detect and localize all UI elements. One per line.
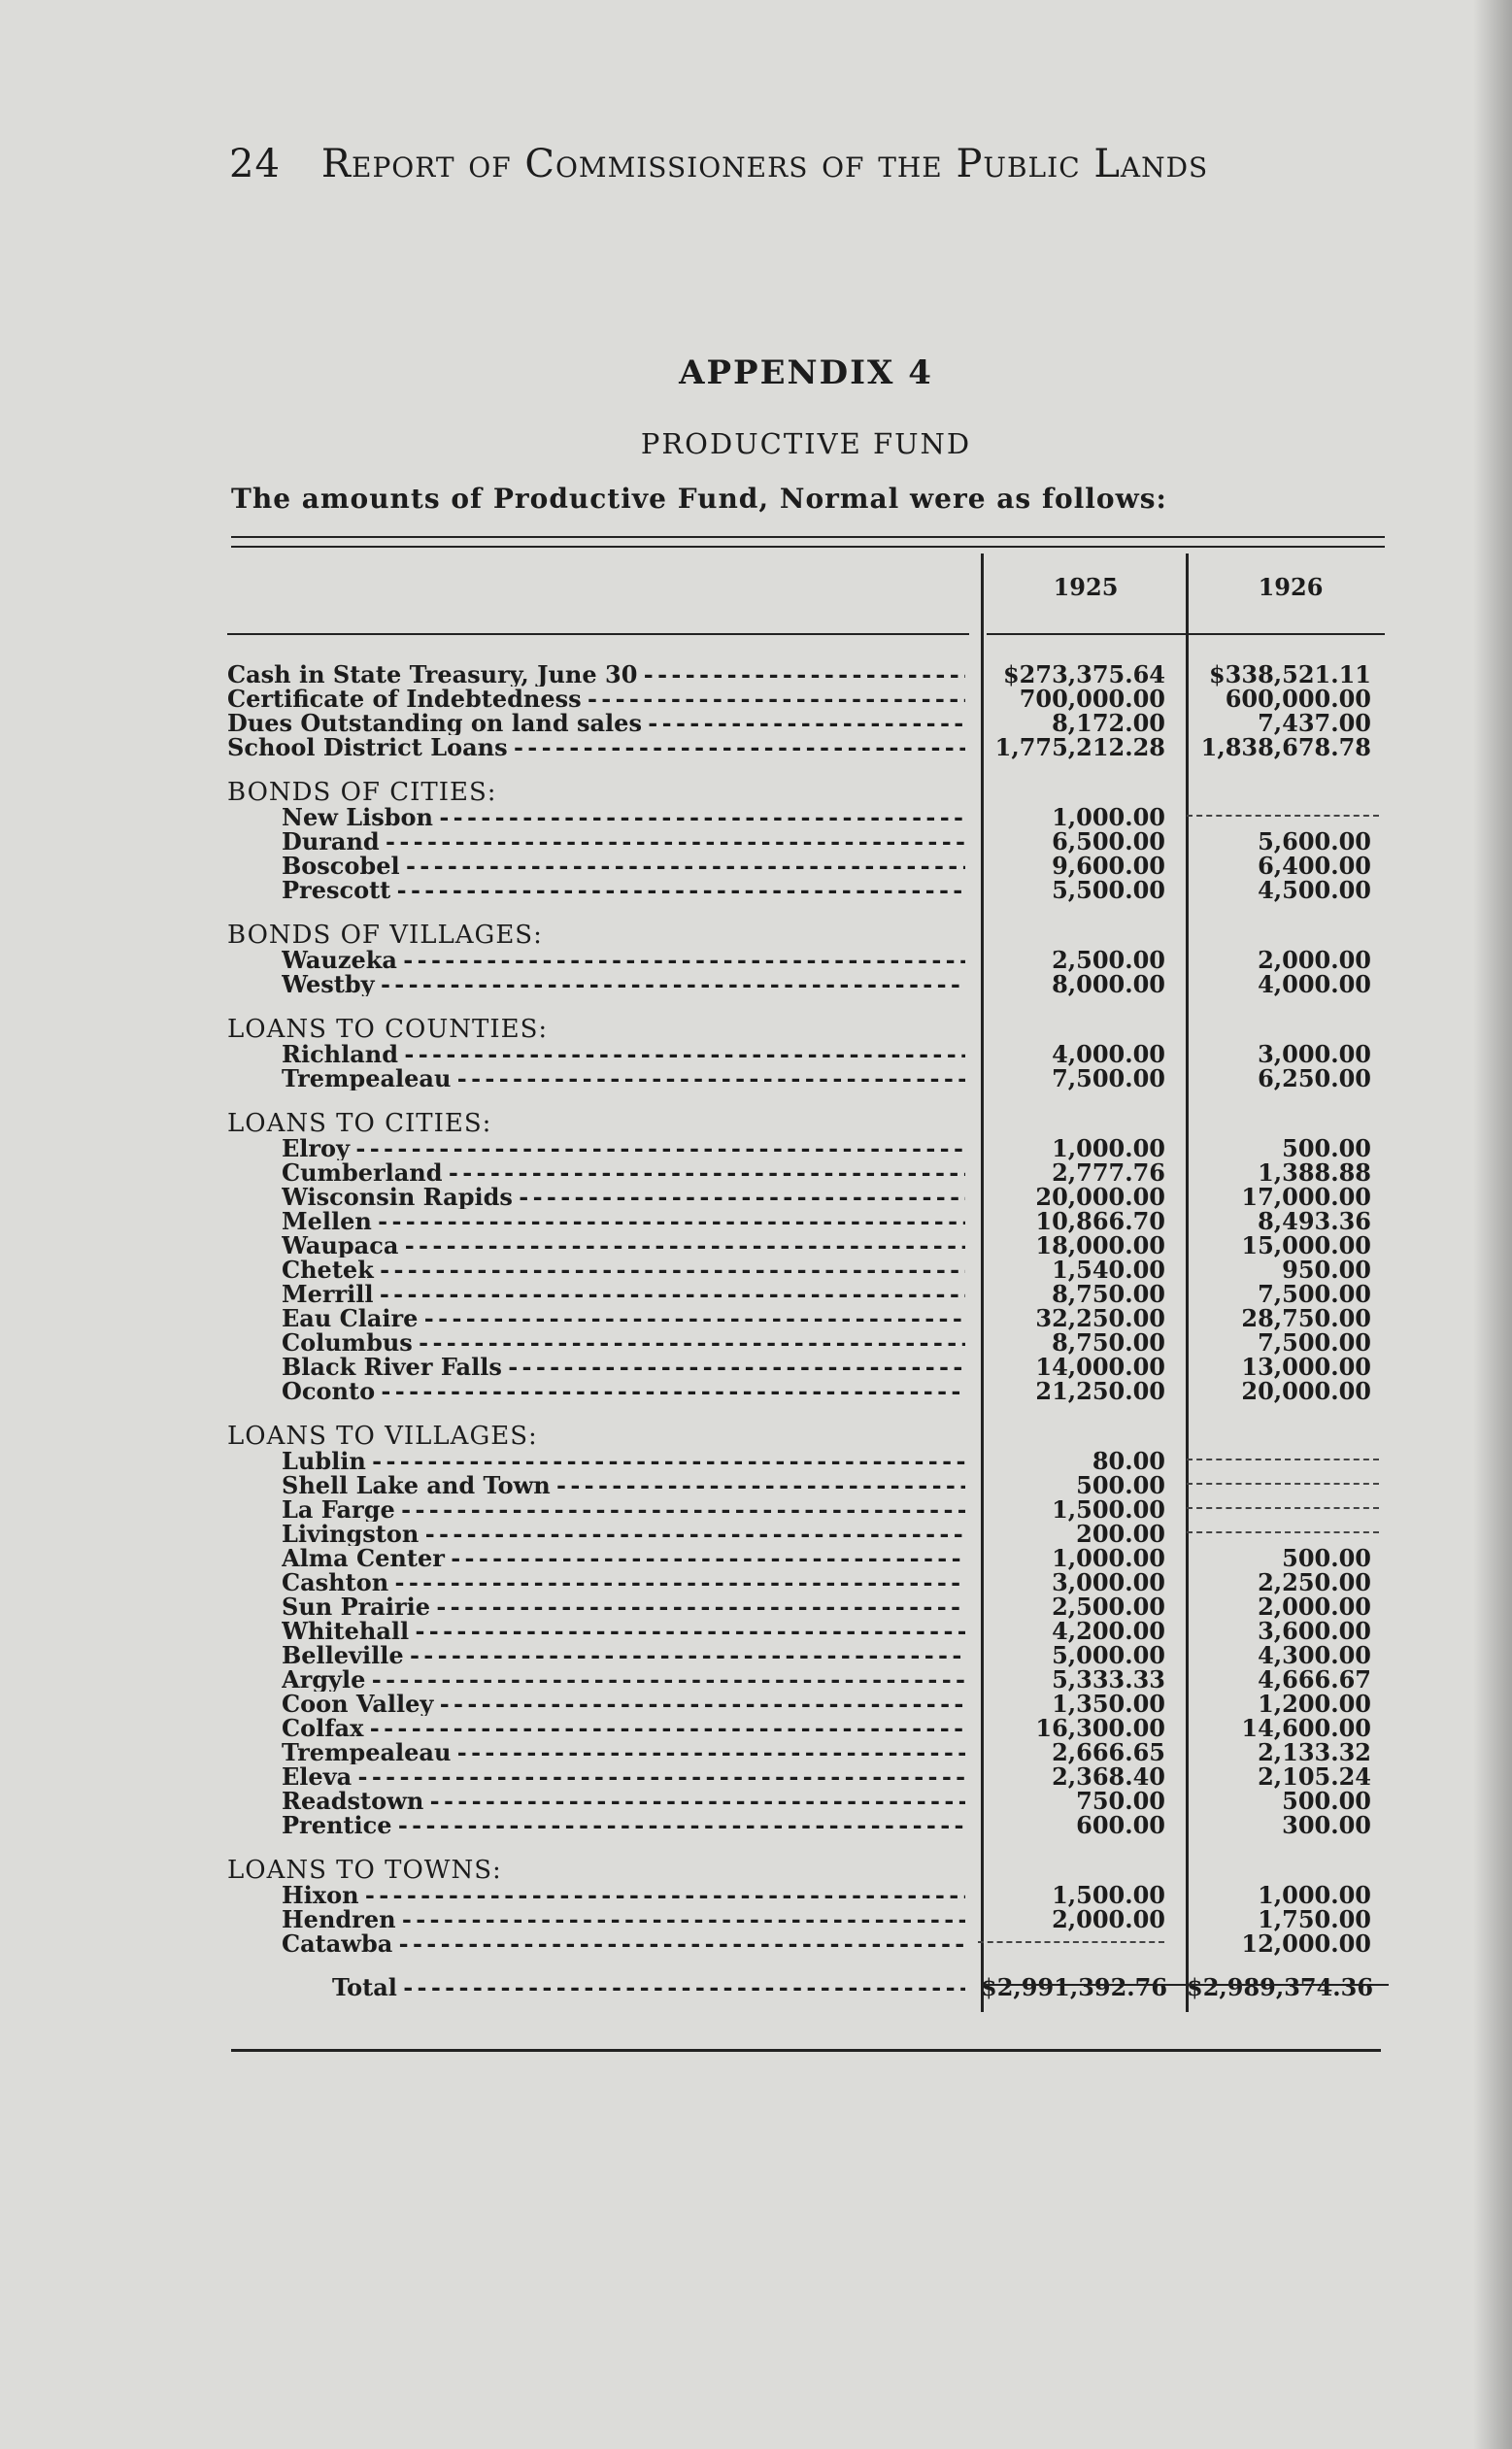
row-label: Trempealeau - - - (282, 1066, 965, 1090)
row-label: Waupaca - - - (282, 1233, 965, 1258)
value-1926: 2,000.00 (1258, 946, 1371, 974)
value-1926: 2,000.00 (1258, 1593, 1371, 1621)
value-1926: 15,000.00 (1241, 1231, 1371, 1259)
table-row (225, 1594, 1391, 1619)
value-1925: 2,666.65 (1052, 1738, 1165, 1766)
value-1925: 32,250.00 (1035, 1304, 1165, 1332)
table-row (225, 1258, 1391, 1282)
value-1925: 1,000.00 (1052, 803, 1165, 831)
row-label: Black River Falls - - - (282, 1355, 965, 1379)
section-title: PRODUCTIVE FUND (640, 427, 972, 460)
value-1925: 500.00 (1076, 1471, 1165, 1499)
value-1926: 1,750.00 (1258, 1905, 1371, 1933)
value-1926: $2,989,374.36 (1187, 1973, 1374, 2001)
value-1925: 200.00 (1076, 1520, 1165, 1548)
table-row (225, 711, 1391, 735)
table-row (225, 1667, 1391, 1692)
table-row (225, 1643, 1391, 1667)
value-1926: 500.00 (1282, 1544, 1371, 1572)
value-1926: 5,600.00 (1258, 827, 1371, 855)
value-1926: 4,666.67 (1258, 1665, 1371, 1694)
table-row (225, 1160, 1391, 1185)
row-label: Elroy - - - (282, 1136, 965, 1160)
row-label: La Farge - - - (282, 1497, 965, 1522)
value-1926: 2,133.32 (1258, 1738, 1371, 1766)
row-label: Livingston - - - (282, 1522, 965, 1546)
row-label: Eleva - - - (282, 1764, 965, 1789)
value-1926: 4,300.00 (1258, 1641, 1371, 1669)
table-row (225, 1883, 1391, 1907)
table-row (225, 829, 1391, 854)
value-1926: 1,838,678.78 (1200, 733, 1371, 761)
value-1925: 3,000.00 (1052, 1568, 1165, 1596)
total-rule (981, 1984, 1389, 1986)
value-1925: 700,000.00 (1019, 685, 1165, 713)
running-head-title: Report of Commissioners of the Public Lands (320, 142, 1209, 186)
table-row (225, 805, 1391, 829)
table-row (225, 1931, 1391, 1956)
table-row (225, 948, 1391, 972)
table-row (225, 1136, 1391, 1160)
table-row (225, 1282, 1391, 1306)
value-1925: 5,000.00 (1052, 1641, 1165, 1669)
value-1925: 20,000.00 (1035, 1183, 1165, 1211)
row-label: Westby - - - (282, 972, 965, 996)
value-1925: 2,500.00 (1052, 1593, 1165, 1621)
value-1926: 500.00 (1282, 1134, 1371, 1162)
row-label: Hendren - - - (282, 1907, 965, 1931)
table-row (225, 972, 1391, 996)
row-label: Total - - - (332, 1975, 965, 1999)
row-label: Eau Claire - - - (282, 1306, 965, 1330)
table-row (225, 735, 1391, 759)
value-1926: $338,521.11 (1208, 660, 1371, 688)
value-1926: 4,500.00 (1258, 876, 1371, 904)
intro-text: The amounts of Productive Fund, Normal were as follows: (231, 483, 1167, 515)
value-1925: 1,775,212.28 (994, 733, 1165, 761)
value-1926: 28,750.00 (1241, 1304, 1371, 1332)
value-1925: 5,500.00 (1052, 876, 1165, 904)
value-1925: 1,000.00 (1052, 1544, 1165, 1572)
row-label: Prescott - - - (282, 878, 965, 902)
value-1925: 600.00 (1076, 1811, 1165, 1839)
table-row (225, 1306, 1391, 1330)
table-row (225, 1619, 1391, 1643)
value-1925: 5,333.33 (1052, 1665, 1165, 1694)
page-number: 24 (229, 142, 281, 186)
blank-1926 (1187, 1459, 1379, 1460)
value-1925: 2,777.76 (1052, 1158, 1165, 1187)
row-label: Cash in State Treasury, June 30 - - - (227, 662, 965, 687)
section-heading: BONDS OF CITIES: (227, 778, 497, 807)
section-heading-row (225, 1422, 1391, 1451)
productive-fund-table (225, 662, 1391, 2004)
value-1926: 13,000.00 (1241, 1353, 1371, 1381)
value-1926: 1,388.88 (1258, 1158, 1371, 1187)
value-1925: $273,375.64 (1002, 660, 1165, 688)
row-label: Alma Center - - - (282, 1546, 965, 1570)
table-row (225, 1355, 1391, 1379)
value-1926: 1,000.00 (1258, 1881, 1371, 1909)
value-1925: 2,000.00 (1052, 1905, 1165, 1933)
row-label: Cumberland - - - (282, 1160, 965, 1185)
row-label: Prentice - - - (282, 1813, 965, 1837)
table-row (225, 878, 1391, 902)
table-bottom-rule (231, 2049, 1381, 2052)
row-label: Richland - - - (282, 1042, 965, 1066)
value-1925: 1,540.00 (1052, 1256, 1165, 1284)
table-row (225, 1764, 1391, 1789)
row-label: Shell Lake and Town - - - (282, 1473, 965, 1497)
row-label: Coon Valley - - - (282, 1692, 965, 1716)
value-1925: 6,500.00 (1052, 827, 1165, 855)
row-label: Readstown - - - (282, 1789, 965, 1813)
row-label: Boscobel - - - (282, 854, 965, 878)
value-1926: 500.00 (1282, 1787, 1371, 1815)
running-header (229, 142, 1317, 186)
section-heading: LOANS TO CITIES: (227, 1109, 492, 1138)
blank-1926 (1187, 815, 1379, 817)
appendix-title: APPENDIX 4 (679, 353, 933, 392)
value-1925: 14,000.00 (1035, 1353, 1165, 1381)
row-label: Wisconsin Rapids - - - (282, 1185, 965, 1209)
value-1926: 14,600.00 (1241, 1714, 1371, 1742)
value-1926: 2,105.24 (1258, 1762, 1371, 1791)
table-row (225, 1233, 1391, 1258)
row-label: School District Loans - - - (227, 735, 965, 759)
table-row (225, 1449, 1391, 1473)
table-row (225, 1907, 1391, 1931)
value-1925: 750.00 (1076, 1787, 1165, 1815)
value-1925: 9,600.00 (1052, 852, 1165, 880)
table-row (225, 1546, 1391, 1570)
row-label: Whitehall - - - (282, 1619, 965, 1643)
table-row (225, 854, 1391, 878)
row-label: Hixon - - - (282, 1883, 965, 1907)
row-label: Argyle - - - (282, 1667, 965, 1692)
table-row (225, 1570, 1391, 1594)
value-1926: 300.00 (1282, 1811, 1371, 1839)
row-label: Lublin - - - (282, 1449, 965, 1473)
column-header-1926: 1926 (1258, 573, 1324, 601)
value-1926: 6,250.00 (1258, 1064, 1371, 1092)
value-1926: 2,250.00 (1258, 1568, 1371, 1596)
row-label: Mellen - - - (282, 1209, 965, 1233)
row-label: Colfax - - - (282, 1716, 965, 1740)
table-top-double-rule (231, 536, 1385, 548)
row-label: Catawba - - - (282, 1931, 965, 1956)
blank-1926 (1187, 1483, 1379, 1485)
row-label: Wauzeka - - - (282, 948, 965, 972)
section-heading-row (225, 778, 1391, 807)
value-1925: 16,300.00 (1035, 1714, 1165, 1742)
header-rule-right (987, 633, 1385, 635)
value-1925: 1,350.00 (1052, 1690, 1165, 1718)
value-1925: 1,500.00 (1052, 1495, 1165, 1524)
table-row (225, 1473, 1391, 1497)
row-label: Merrill - - - (282, 1282, 965, 1306)
section-heading-row (225, 923, 1391, 948)
table-row (225, 662, 1391, 687)
column-header-1925: 1925 (1053, 573, 1119, 601)
row-label: Dues Outstanding on land sales - - - (227, 711, 965, 735)
blank-1926 (1187, 1531, 1379, 1533)
value-1925: 10,866.70 (1035, 1207, 1165, 1235)
table-row (225, 1185, 1391, 1209)
value-1926: 3,600.00 (1258, 1617, 1371, 1645)
section-heading: BONDS OF VILLAGES: (227, 921, 543, 950)
row-label: Columbus - - - (282, 1330, 965, 1355)
value-1926: 20,000.00 (1241, 1377, 1371, 1405)
value-1926: 7,500.00 (1258, 1328, 1371, 1357)
value-1926: 600,000.00 (1225, 685, 1371, 713)
table-row (225, 1522, 1391, 1546)
table-row (225, 1740, 1391, 1764)
table-row (225, 1330, 1391, 1355)
value-1926: 7,437.00 (1258, 709, 1371, 737)
blank-1925 (978, 1941, 1164, 1943)
section-heading: LOANS TO TOWNS: (227, 1856, 502, 1885)
value-1925: 7,500.00 (1052, 1064, 1165, 1092)
value-1925: 8,000.00 (1052, 970, 1165, 998)
section-heading-row (225, 1109, 1391, 1138)
value-1925: 8,172.00 (1052, 709, 1165, 737)
table-row (225, 1042, 1391, 1066)
table-row (225, 1716, 1391, 1740)
value-1926: 3,000.00 (1258, 1040, 1371, 1068)
value-1926: 950.00 (1282, 1256, 1371, 1284)
section-heading-row (225, 1856, 1391, 1885)
blank-1926 (1187, 1507, 1379, 1509)
value-1925: 2,368.40 (1052, 1762, 1165, 1791)
table-row (225, 1379, 1391, 1403)
value-1925: 18,000.00 (1035, 1231, 1165, 1259)
total-row (225, 1975, 1391, 2004)
value-1926: 7,500.00 (1258, 1280, 1371, 1308)
value-1926: 12,000.00 (1241, 1929, 1371, 1958)
value-1925: $2,991,392.76 (981, 1973, 1168, 2001)
row-label: Belleville - - - (282, 1643, 965, 1667)
value-1925: 4,200.00 (1052, 1617, 1165, 1645)
row-label: Oconto - - - (282, 1379, 965, 1403)
value-1925: 1,000.00 (1052, 1134, 1165, 1162)
section-heading-row (225, 1015, 1391, 1044)
value-1925: 80.00 (1092, 1447, 1165, 1475)
value-1926: 1,200.00 (1258, 1690, 1371, 1718)
table-row (225, 1209, 1391, 1233)
row-label: New Lisbon - - - (282, 805, 965, 829)
row-label: Trempealeau - - - (282, 1740, 965, 1764)
section-heading: LOANS TO COUNTIES: (227, 1015, 549, 1044)
value-1926: 8,493.36 (1258, 1207, 1371, 1235)
value-1926: 17,000.00 (1241, 1183, 1371, 1211)
value-1925: 8,750.00 (1052, 1280, 1165, 1308)
value-1925: 2,500.00 (1052, 946, 1165, 974)
value-1926: 4,000.00 (1258, 970, 1371, 998)
header-rule-left (227, 633, 969, 635)
table-row (225, 687, 1391, 711)
table-row (225, 1813, 1391, 1837)
value-1925: 8,750.00 (1052, 1328, 1165, 1357)
value-1925: 4,000.00 (1052, 1040, 1165, 1068)
table-row (225, 1692, 1391, 1716)
row-label: Durand - - - (282, 829, 965, 854)
table-row (225, 1497, 1391, 1522)
value-1925: 21,250.00 (1035, 1377, 1165, 1405)
row-label: Cashton - - - (282, 1570, 965, 1594)
table-row (225, 1066, 1391, 1090)
row-label: Certificate of Indebtedness - - - (227, 687, 965, 711)
row-label: Chetek - - - (282, 1258, 965, 1282)
table-row (225, 1789, 1391, 1813)
value-1925: 1,500.00 (1052, 1881, 1165, 1909)
row-label: Sun Prairie - - - (282, 1594, 965, 1619)
section-heading: LOANS TO VILLAGES: (227, 1422, 538, 1451)
value-1926: 6,400.00 (1258, 852, 1371, 880)
